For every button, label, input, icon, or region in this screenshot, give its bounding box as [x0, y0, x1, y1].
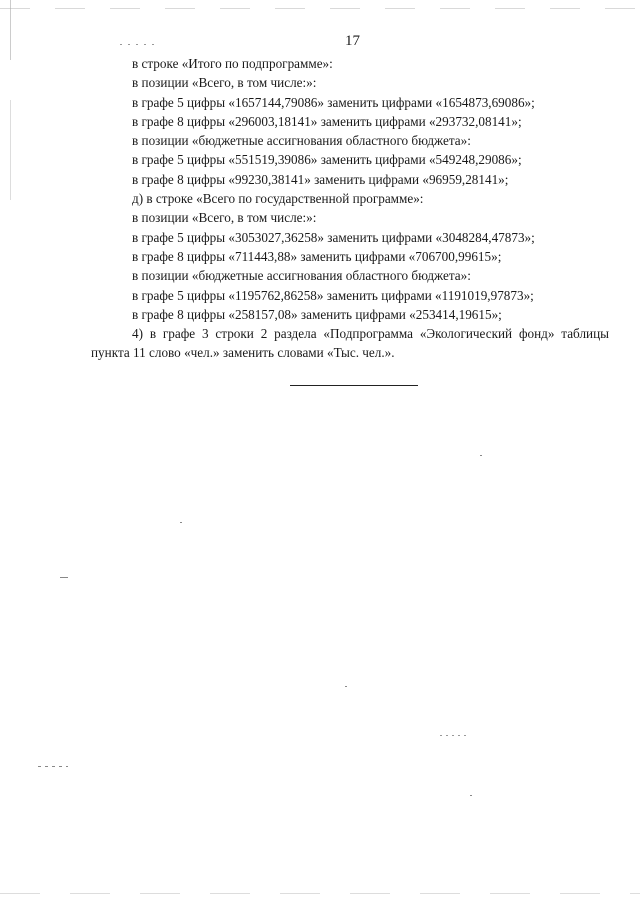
text-line: д) в строке «Всего по государственной программе»: [132, 191, 424, 207]
text-line: в графе 8 цифры «296003,18141» заменить цифрами «293732,08141»; [132, 113, 522, 129]
text-line: в позиции «Всего, в том числе:»: [132, 210, 317, 226]
text-line: в графе 5 цифры «551519,39086» заменить цифрами «549248,29086»; [132, 152, 522, 168]
scan-speck [120, 44, 160, 45]
text-line: в графе 8 цифры «258157,08» заменить цифрами «253414,19615»; [132, 306, 502, 322]
scan-edge-bottom [0, 893, 640, 894]
scan-speck [60, 577, 68, 578]
scan-speck [440, 735, 470, 736]
text-line: в графе 5 цифры «3053027,36258» заменить цифрами «3048284,47873»; [132, 229, 535, 245]
text-line: в графе 8 цифры «711443,88» заменить цифрами «706700,99615»; [132, 248, 502, 264]
scan-edge-top [0, 8, 640, 9]
final-paragraph: 4) в графе 3 строки 2 раздела «Подпрограмма «Экологический фонд» таблицы пункта 11 слово «чел.» заменить словами «Тыс. чел.». [91, 326, 609, 361]
text-line: в графе 5 цифры «1195762,86258» заменить цифрами «1191019,97873»; [132, 287, 534, 303]
scan-speck [38, 766, 68, 767]
scan-speck [180, 522, 182, 523]
text-line: в графе 5 цифры «1657144,79086» заменить цифрами «1654873,69086»; [132, 94, 535, 110]
text-line: в позиции «бюджетные ассигнования областного бюджета»: [132, 268, 471, 284]
text-line: в графе 8 цифры «99230,38141» заменить цифрами «96959,28141»; [132, 171, 509, 187]
text-line: в позиции «бюджетные ассигнования областного бюджета»: [132, 133, 471, 149]
page-number: 17 [345, 33, 360, 49]
scan-speck [470, 795, 472, 796]
text-line: в строке «Итого по подпрограмме»: [132, 56, 333, 71]
document-body [91, 54, 609, 363]
scan-speck [345, 686, 347, 687]
end-divider-line [290, 385, 418, 386]
scan-speck [480, 455, 482, 456]
text-line: в позиции «Всего, в том числе:»: [132, 75, 317, 91]
scan-edge-left [10, 0, 11, 905]
